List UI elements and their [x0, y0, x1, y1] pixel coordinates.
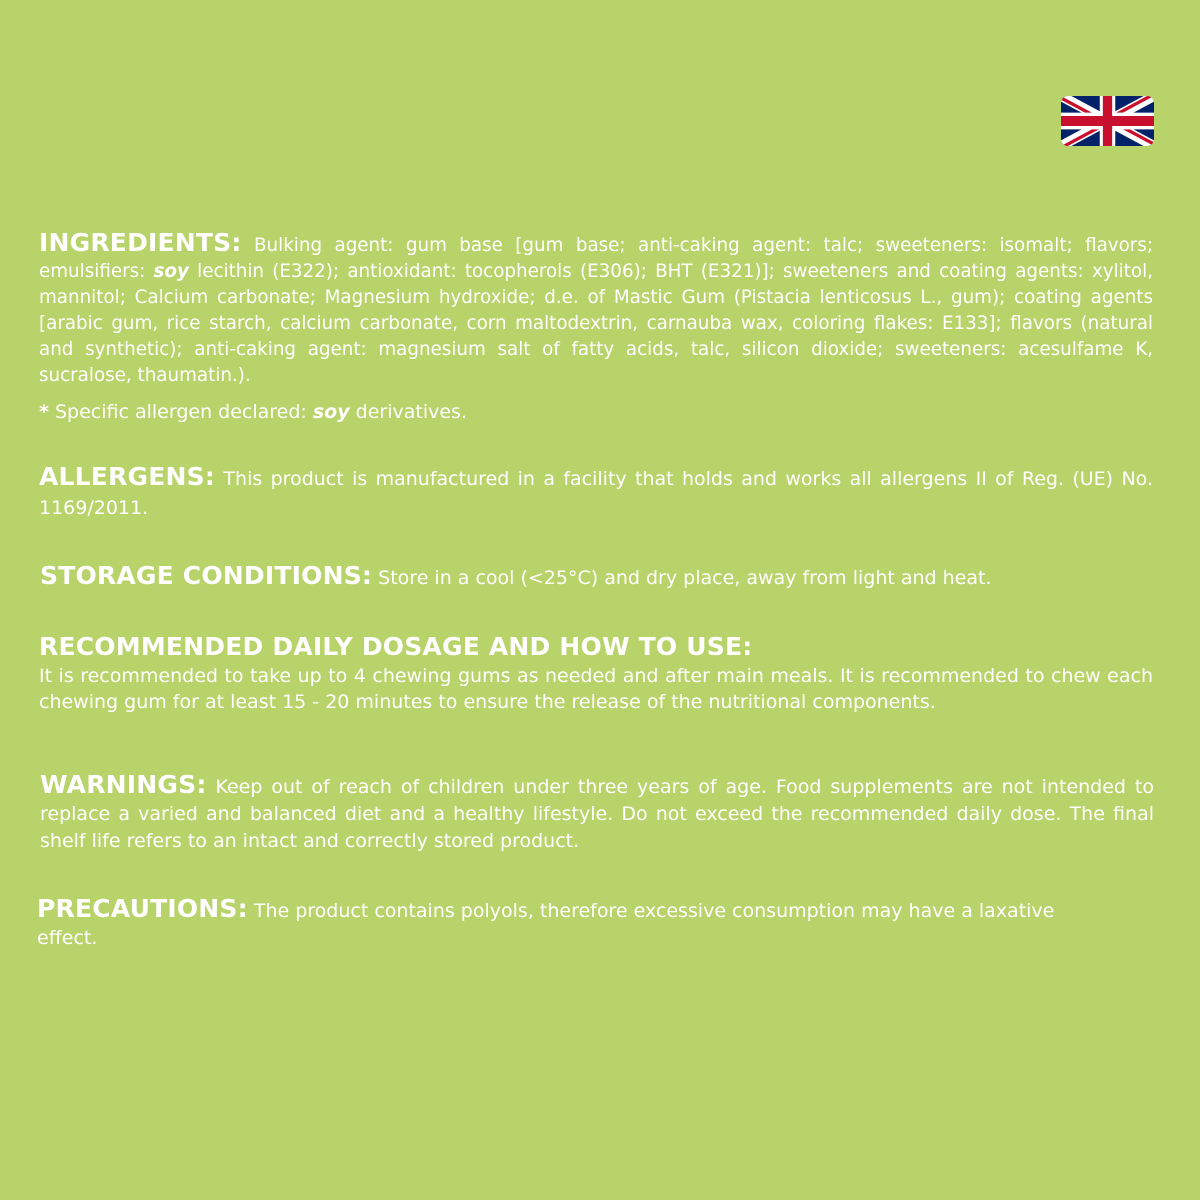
warnings-section [40, 772, 1154, 855]
allergens-heading: ALLERGENS: [39, 462, 216, 491]
precautions-section [37, 895, 1110, 952]
storage-section [40, 561, 1154, 594]
precautions-text: The product contains polyols, therefore excessive consumption may have a laxative effect. [37, 900, 1055, 949]
allergens-text: This product is manufactured in a facility that holds and works all allergens II of Reg. (UE) No. 1169/2011. [39, 468, 1153, 519]
storage-text: Store in a cool (<25°C) and dry place, away from light and heat. [372, 567, 992, 589]
warnings-heading: WARNINGS: [40, 770, 207, 799]
dosage-section [39, 631, 1153, 715]
ingredients-section [39, 230, 1153, 389]
allergens-section [39, 463, 1153, 523]
precautions-heading: PRECAUTIONS: [37, 894, 248, 923]
ingredients-heading: INGREDIENTS: [39, 228, 242, 257]
allergen-note [39, 398, 1153, 426]
ingredients-text-part1: Bulking agent: gum base [gum base; anti-caking agent: talc; sweeteners: isomalt; flavors; emulsifiers: [39, 235, 1153, 282]
allergen-note-text-after: derivatives. [349, 401, 467, 423]
ingredients-allergen-soy: soy [153, 261, 189, 282]
ingredients-text-part2: lecithin (E322); antioxidant: tocopherols (E306); BHT (E321)]; sweeteners and coating agents: xylitol, mannitol; Calcium carbonate; Magnesium hydroxide; d.e. of Mastic Gum (Pistacia lenticosus L., gum); coating agents [arabic gum, rice starch, calcium carbonate, corn maltodextrin, carnauba wax, coloring flakes: E133]; flavors (natural and synthetic); anti-caking agent: magnesium salt of fatty acids, talc, silicon dioxide; sweeteners: acesulfame K, sucralose, thaumatin.). [39, 261, 1153, 386]
dosage-heading: RECOMMENDED DAILY DOSAGE AND HOW TO USE: [39, 632, 753, 661]
storage-heading: STORAGE CONDITIONS: [40, 561, 373, 590]
allergen-note-text-before: Specific allergen declared: [48, 401, 313, 423]
allergen-note-asterisk: * [39, 401, 49, 423]
dosage-text: It is recommended to take up to 4 chewing gums as needed and after main meals. It is recommended to chew each chewing gum for at least 15 - 20 minutes to ensure the release of the nutritional components. [39, 665, 1153, 713]
uk-flag-icon [1061, 96, 1154, 146]
warnings-text: Keep out of reach of children under three years of age. Food supplements are not intended to replace a varied and balanced diet and a healthy lifestyle. Do not exceed the recommended daily dose. The final shelf life refers to an intact and correctly stored product. [40, 776, 1154, 852]
uk-flag-graphic [1061, 96, 1154, 146]
allergen-note-soy: soy [312, 401, 350, 423]
